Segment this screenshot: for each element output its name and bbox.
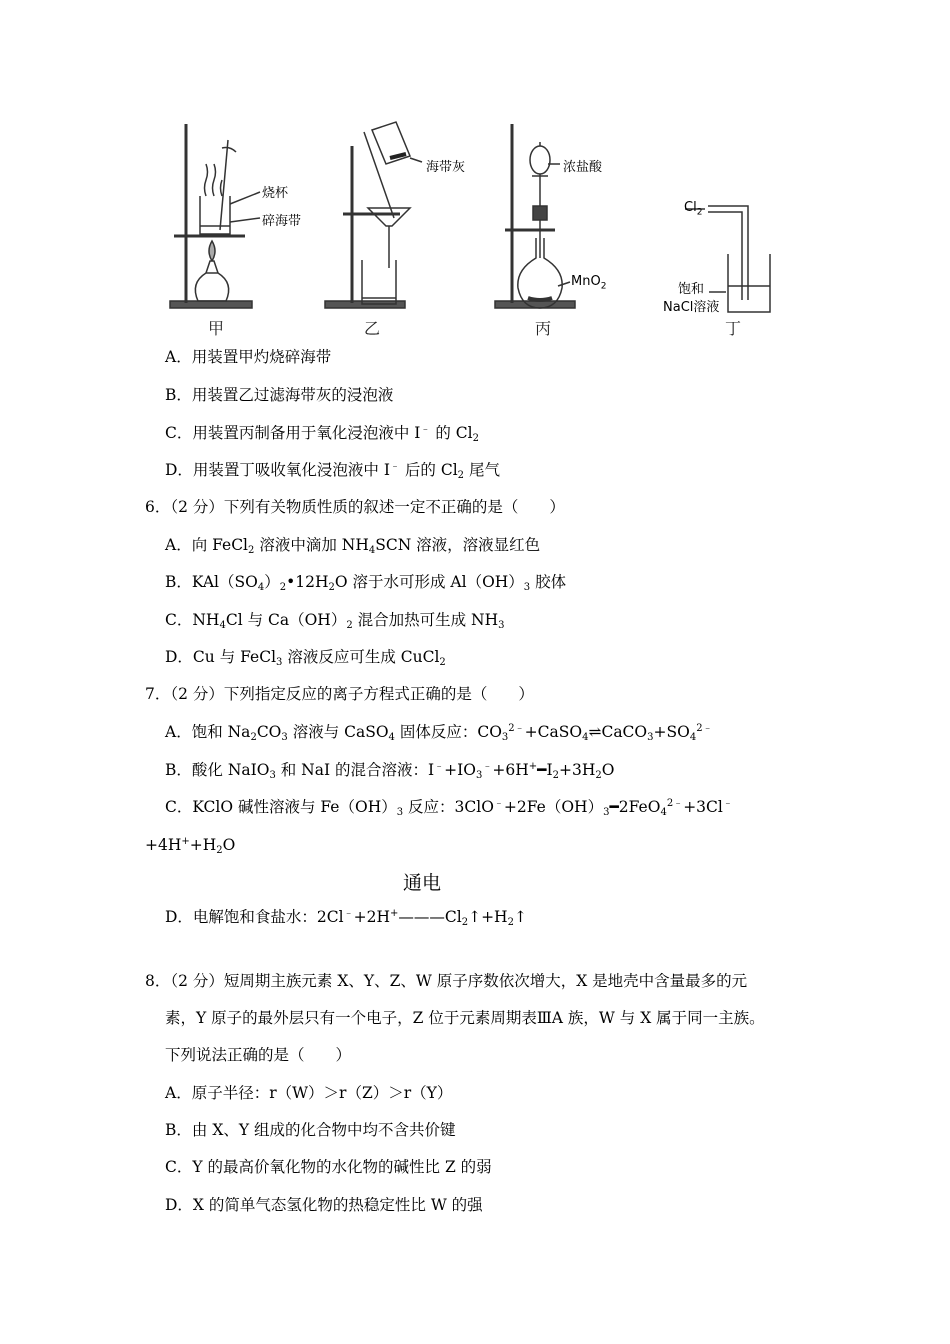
label-nacl-2: NaCl溶液	[663, 300, 720, 315]
caption-bing: 丙	[535, 319, 552, 338]
caption-yi: 乙	[364, 319, 381, 338]
q8-stem-line-1: 8．（2 分）短周期主族元素 X、Y、Z、W 原子序数依次增大，X 是地壳中含量最多的元	[145, 972, 748, 990]
label-cl2: $Cl_2$	[684, 200, 703, 218]
q6-stem: 6．（2 分）下列有关物质性质的叙述一定不正确的是（ ）	[145, 498, 565, 516]
q6-option-c: C．$NH_4Cl$ 与 $Ca(OH)_2$ 混合加热可生成 $NH_3$	[165, 611, 505, 631]
q8-stem-line-2: 素，Y 原子的最外层只有一个电子，Z 位于元素周期表ⅢA 族，W 与 X 属于同一主族。	[165, 1009, 765, 1027]
q7-option-a: A．饱和 $Na_2CO_3$ 溶液与 CaSO$_4$ 固体反应：$CO_3^{2﹣}+CaSO_4\rightleftharpoons CaCO_3+SO_4^{2﹣}$	[165, 723, 713, 743]
label-ash: 海带灰	[426, 160, 466, 175]
q7-option-c: C．KClO 碱性溶液与 $Fe(OH)_3$ 反应：$3ClO^﹣+2Fe(OH)_3━2FeO_4^{2﹣}+3Cl^﹣$	[165, 798, 733, 818]
q6-option-b: B．$KAl(SO_4)_2•12H_2O$ 溶于水可形成 $Al(OH)_3$ 胶体	[165, 573, 567, 593]
caption-jia: 甲	[208, 319, 225, 338]
q5-option-b: B．用装置乙过滤海带灰的浸泡液	[165, 386, 394, 404]
q5-option-c: C．用装置丙制备用于氧化浸泡液中 I﹣ 的 $Cl_2$	[165, 424, 479, 444]
caption-ding: 丁	[725, 319, 742, 338]
q8-option-a: A．原子半径：r（W）＞r（Z）＞r（Y）	[165, 1084, 453, 1102]
label-seaweed: 碎海带	[262, 214, 302, 229]
label-nacl-1: 饱和	[678, 282, 705, 297]
q5-option-d: D．用装置丁吸收氧化浸泡液中 I﹣ 后的 $Cl_2$ 尾气	[165, 461, 500, 481]
q7-option-b: B．酸化 NaIO$_3$ 和 NaI 的混合溶液：$I^﹣+IO_3^﹣+6H^+━I_2+3H_2O$	[165, 761, 615, 781]
q6-option-a: A．向 FeCl$_2$ 溶液中滴加 $NH_4SCN$ 溶液，溶液显红色	[165, 536, 541, 556]
electrolysis-condition: 通电	[403, 872, 442, 894]
q5-option-a: A．用装置甲灼烧碎海带	[165, 348, 332, 366]
q7-option-d: D．电解饱和食盐水：$2Cl^﹣+2H^+———Cl_2↑+H_2↑$	[165, 908, 527, 928]
q7-stem: 7．（2 分）下列指定反应的离子方程式正确的是（ ）	[145, 685, 534, 703]
label-beaker: 烧杯	[262, 186, 289, 201]
q7-option-c-continued: $+4H^++H_2O$	[145, 836, 236, 856]
q8-option-b: B．由 X、Y 组成的化合物中均不含共价键	[165, 1121, 456, 1139]
label-mno2: MnO$_2$	[571, 274, 607, 292]
q8-option-c: C．Y 的最高价氧化物的水化物的碱性比 Z 的弱	[165, 1158, 492, 1176]
q8-option-d: D．X 的简单气态氢化物的热稳定性比 W 的强	[165, 1196, 483, 1214]
q8-stem-line-3: 下列说法正确的是（ ）	[165, 1046, 352, 1064]
apparatus-figure	[160, 118, 780, 340]
label-hcl: 浓盐酸	[563, 160, 603, 175]
q6-option-d: D．Cu 与 FeCl$_3$ 溶液反应可生成 CuCl$_2$	[165, 648, 446, 668]
